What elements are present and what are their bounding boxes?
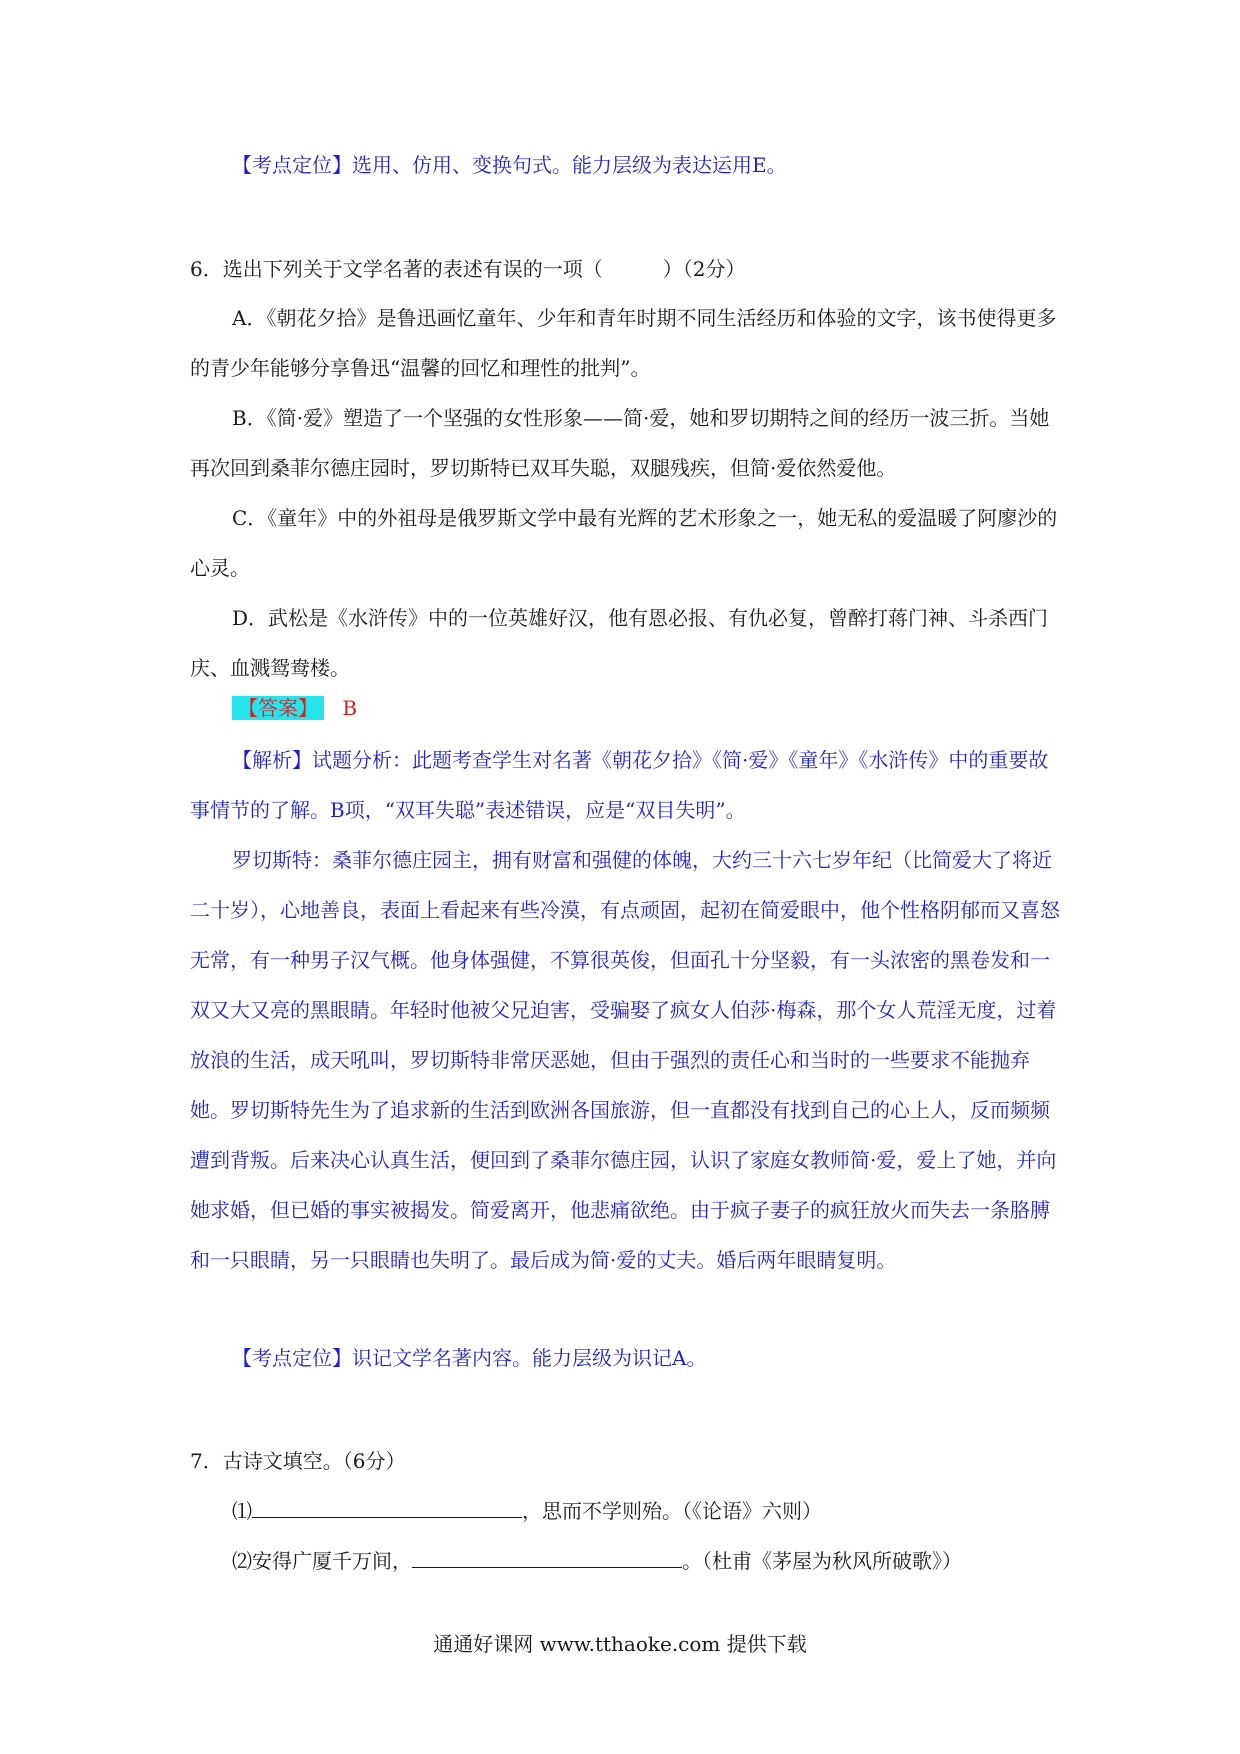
- page-footer: 通通好课网 www.tthaoke.com 提供下载: [433, 1632, 807, 1656]
- q7-item-2-text-after: 。（杜甫《茅屋为秋风所破歌》）: [682, 1549, 962, 1573]
- q7-item-1-number: ⑴: [232, 1499, 252, 1523]
- fill-blank-2[interactable]: [412, 1541, 682, 1568]
- q6-answer-line: [190, 683, 1060, 733]
- q7-stem: 7．古诗文填空。（6分）: [190, 1449, 406, 1473]
- answer-label: 【答案】: [232, 696, 324, 720]
- q7-item-2-text-before: ⑵安得广厦千万间，: [232, 1549, 412, 1573]
- q6-knowledge-point: 【考点定位】识记文学名著内容。能力层级为识记A。: [232, 1346, 707, 1370]
- q6-analysis: 【解析】试题分析：此题考查学生对名著《朝花夕拾》《简·爱》《童年》《水浒传》中的重要故事情节的了解。B项，“双耳失聪”表述错误，应是“双目失明”。: [190, 748, 1049, 822]
- q7-item-1-text: ，思而不学则殆。（《论语》六则）: [522, 1499, 822, 1523]
- q6-option-d: D．武松是《水浒传》中的一位英雄好汉，他有恩必报、有仇必复，曾醉打蒋门神、斗杀西门庆、血溅鸳鸯楼。: [190, 606, 1049, 680]
- fill-blank-1[interactable]: [252, 1491, 522, 1518]
- q7-item-1: [190, 1486, 1060, 1536]
- q5-knowledge-point: 【考点定位】选用、仿用、变换句式。能力层级为表达运用E。: [232, 153, 787, 177]
- q6-rochester-description: 罗切斯特：桑菲尔德庄园主，拥有财富和强健的体魄，大约三十六七岁年纪（比简爱大了将近二十岁），心地善良，表面上看起来有些冷漠，有点顽固，起初在简爱眼中，他个性格阴郁而又喜怒无常，有一种男子汉气概。他身体强健，不算很英俊，但面孔十分坚毅，有一头浓密的黑卷发和一双又大又亮的黑眼睛。年轻时他被父兄迫害，受骗娶了疯女人伯莎·梅森，那个女人荒淫无度，过着放浪的生活，成天吼叫，罗切斯特非常厌恶她，但由于强烈的责任心和当时的一些要求不能抛弃她。罗切斯特先生为了追求新的生活到欧洲各国旅游，但一直都没有找到自己的心上人，反而频频遭到背叛。后来决心认真生活，便回到了桑菲尔德庄园，认识了家庭女教师简·爱，爱上了她，并向她求婚，但已婚的事实被揭发。简爱离开，他悲痛欲绝。由于疯子妻子的疯狂放火而失去一条胳膊和一只眼睛，另一只眼睛也失明了。最后成为简·爱的丈夫。婚后两年眼睛复明。: [190, 848, 1060, 1272]
- q6-stem: 6．选出下列关于文学名著的表述有误的一项（ ）（2分）: [190, 257, 746, 281]
- q6-option-c: C．《童年》中的外祖母是俄罗斯文学中最有光辉的艺术形象之一，她无私的爱温暖了阿廖沙的心灵。: [190, 506, 1058, 580]
- q7-item-2: [190, 1536, 1060, 1586]
- answer-value: B: [342, 696, 358, 720]
- q6-option-a: A．《朝花夕拾》是鲁迅画忆童年、少年和青年时期不同生活经历和体验的文字，该书使得更多的青少年能够分享鲁迅“温馨的回忆和理性的批判”。: [190, 306, 1057, 380]
- q6-option-b: B．《简·爱》塑造了一个坚强的女性形象——简·爱，她和罗切期特之间的经历一波三折。当她再次回到桑菲尔德庄园时，罗切斯特已双耳失聪，双腿残疾，但简·爱依然爱他。: [190, 406, 1050, 480]
